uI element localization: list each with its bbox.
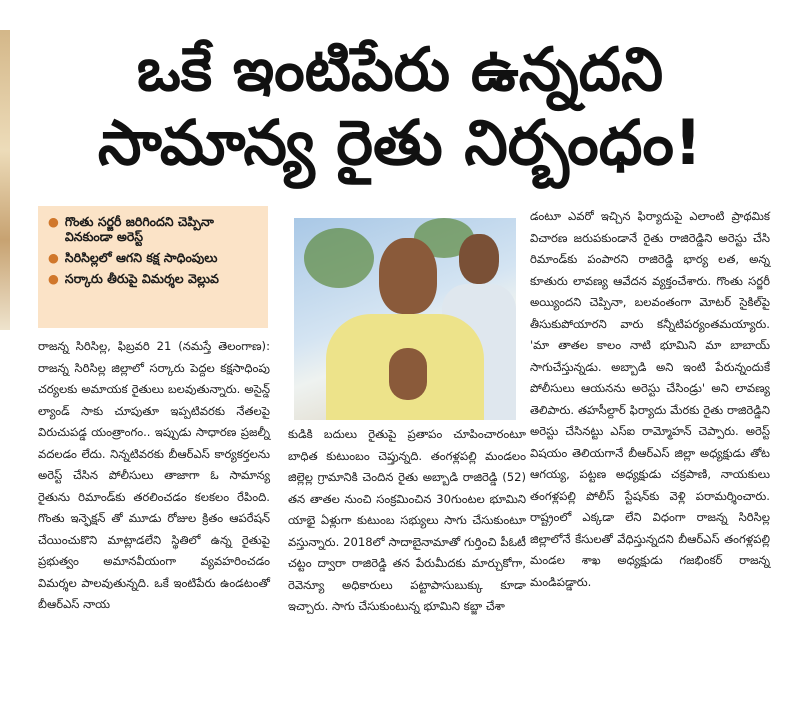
headline-line-2: సామాన్య రైతు నిర్బంధం! bbox=[97, 106, 703, 179]
article-column-2: కుడికి బదులు రైతుపై ప్రతాపం చూపించారంటూ బాధిత కుటుంబం చెప్తున్నది. తంగళ్లపల్లి మండలం జిల్లెల్ల గ్రామానికి చెందిన రైతు అబ్బాడి రాజిరెడ్డి (52) తన తాతల నుంచి సంక్రమించిన 30గుంటల భూమిని యాభై ఏళ్లుగా కుటుంబ సభ్యులు సాగు చేసుకుంటూ వస్తున్నారు. 2018లో సాదాబైనామాతో గుర్తించి పీఓటీ చట్టం ద్వారా రాజిరెడ్డి తన పేరుమీదకు మార్చుకోగా, రెవెన్యూ అధికారులు పట్టాపాసుబుక్కు కూడా ఇచ్చారు. సాగు చేసుకుంటున్న భూమిని కబ్జా చేశా bbox=[288, 427, 526, 613]
highlight-item: ● గొంతు సర్జరీ జరిగిందని చెప్పినా వినకుండా అరెస్ట్ bbox=[48, 214, 214, 244]
bullet-icon: ● bbox=[48, 271, 59, 286]
edge-strip bbox=[0, 30, 10, 330]
highlight-item: ● సిరిసిల్లలో ఆగని కక్ష సాధింపులు bbox=[48, 250, 218, 265]
bullet-icon: ● bbox=[48, 250, 59, 265]
farmer-head bbox=[379, 238, 437, 314]
tree-icon bbox=[304, 228, 374, 288]
highlights-box bbox=[38, 206, 268, 328]
highlight-item: ● సర్కారు తీరుపై విమర్శల వెల్లువ bbox=[48, 271, 219, 286]
article-column-3: డంటూ ఎవరో ఇచ్చిన ఫిర్యాదుపై ఎలాంటి ప్రాథమిక విచారణ జరుపకుండానే రైతు రాజిరెడ్డిని అరెస్టు చేసి రిమాండ్‌కు పంపారని రాజిరెడ్డి భార్య లత, అన్న కూతురు లావణ్య ఆవేదన వ్యక్తంచేశారు. గొంతు సర్జరీ అయ్యిందని చెప్పినా, బలవంతంగా మోటర్ సైకిల్‌పై తీసుకుపోయారని వారు కన్నీటిపర్యంతమయ్యారు. 'మా తాతల కాలం నాటి భూమిని మా బాబాయ్ సాగుచేస్తున్నడు. అబ్బాడి అని ఇంటి పేరున్నందుకే పోలీసులు ఆయనను అరెస్టు చేసిండ్రు' అని లావణ్య తెలిపారు. తహసీల్దార్ ఫిర్యాదు మేరకు రైతు రాజిరెడ్డిని అరెస్టు చేసినట్టు ఎస్ఐ రామ్మోహన్ చెప్పారు. అరెస్ట్ విషయం తెలియగానే బీఆర్ఎస్ జిల్లా అధ్యక్షుడు తోట ఆగయ్య, పట్టణ అధ్యక్షుడు చక్రపాణి, నాయకులు తంగళ్లపల్లి పోలీస్ స్టేషన్‌కు వెళ్లి పరామర్శించారు. రాష్ట్రంలో ఎక్కడా లేని విధంగా రాజన్న సిరిసిల్ల జిల్లాలోనే కేసులతో వేధిస్తున్నదని బీఆర్ఎస్ తంగళ్లపల్లి మండల శాఖ అధ్యక్షుడు గజభింకర్ రాజన్న మండిపడ్డారు. bbox=[530, 209, 770, 589]
headline-line-1: ఒకే ఇంటిపేరు ఉన్నదని bbox=[136, 35, 664, 105]
bullet-icon: ● bbox=[48, 214, 59, 229]
bystander-head bbox=[459, 234, 499, 284]
folded-hands bbox=[389, 348, 427, 400]
farmer-photo bbox=[294, 218, 516, 420]
article-column-1: రాజన్న సిరిసిల్ల, ఫిబ్రవరి 21 (నమస్తే తెలంగాణ): రాజన్న సిరిసిల్ల జిల్లాలో సర్కారు పెద్దల కక్షసాధింపు చర్యలకు అమాయక రైతులు బలవుతున్నారు. అసైన్డ్ ల్యాండ్ సాకు చూపుతూ ఇప్పటివరకు నేతలపై విరుచుపడ్డ యంత్రాంగం.. ఇప్పుడు సాధారణ ప్రజల్నీ వదలడం లేదు. నిన్నటివరకు బీఆర్ఎస్ కార్యకర్తలను అరెస్ట్ చేసిన పోలీసులు తాజాగా ఓ సామాన్య రైతును రిమాండ్‌కు తరలించడం కలకలం రేపింది. గొంతు ఇన్ఫెక్షన్ తో మూడు రోజుల క్రితం ఆపరేషన్ చేయించుకొని మాట్లాడలేని స్థితిలో ఉన్న రైతుపై ప్రభుత్వం అమానవీయంగా వ్యవహరించడం విమర్శల పాలవుతున్నది. ఒకే ఇంటిపేరు ఉండటంతో బీఆర్ఎస్ నాయ bbox=[38, 339, 270, 611]
